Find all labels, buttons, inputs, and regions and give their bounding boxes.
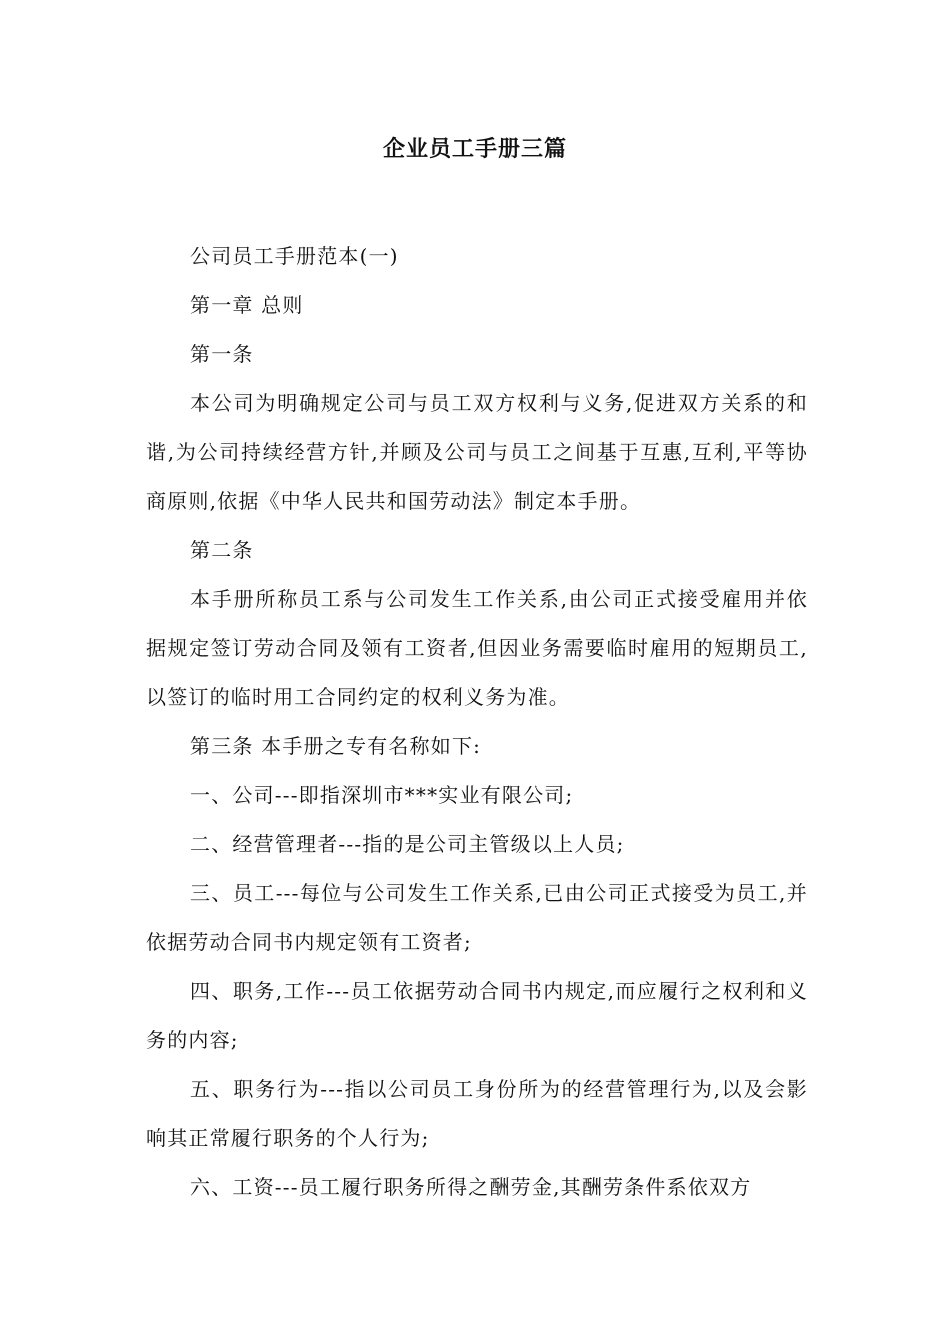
document-body bbox=[146, 232, 808, 1212]
document-title: 企业员工手册三篇 bbox=[382, 137, 567, 162]
paragraph-definition-employee: 三、员工---每位与公司发生工作关系,已由公司正式接受为员工,并依据劳动合同书内规定领有工资者; bbox=[146, 881, 808, 954]
paragraph-definition-duty: 四、职务,工作---员工依据劳动合同书内规定,而应履行之权利和义务的内容; bbox=[146, 979, 808, 1052]
paragraph-article-two-body: 本手册所称员工系与公司发生工作关系,由公司正式接受雇用并依据规定签订劳动合同及领有工资者,但因业务需要临时雇用的短期员工,以签订的临时用工合同约定的权利义务为准。 bbox=[146, 587, 808, 709]
paragraph-definition-company: 一、公司---即指深圳市***实业有限公司; bbox=[190, 783, 574, 807]
paragraph-article-one-body: 本公司为明确规定公司与员工双方权利与义务,促进双方关系的和谐,为公司持续经营方针,并顾及公司与员工之间基于互惠,互利,平等协商原则,依据《中华人民共和国劳动法》制定本手册。 bbox=[146, 391, 808, 513]
paragraph-article-one-heading: 第一条 bbox=[190, 342, 254, 366]
paragraph-article-two-heading: 第二条 bbox=[190, 538, 254, 562]
paragraph-definition-duty-conduct: 五、职务行为---指以公司员工身份所为的经营管理行为,以及会影响其正常履行职务的个人行为; bbox=[146, 1077, 808, 1150]
paragraph-definition-wage: 六、工资---员工履行职务所得之酬劳金,其酬劳条件系依双方 bbox=[190, 1175, 752, 1199]
paragraph-definition-manager: 二、经营管理者---指的是公司主管级以上人员; bbox=[190, 832, 625, 856]
paragraph-article-three-heading: 第三条 本手册之专有名称如下: bbox=[190, 734, 482, 758]
paragraph-chapter-one-heading: 第一章 总则 bbox=[190, 293, 304, 317]
paragraph-handbook-sample-heading: 公司员工手册范本(一) bbox=[190, 244, 399, 268]
